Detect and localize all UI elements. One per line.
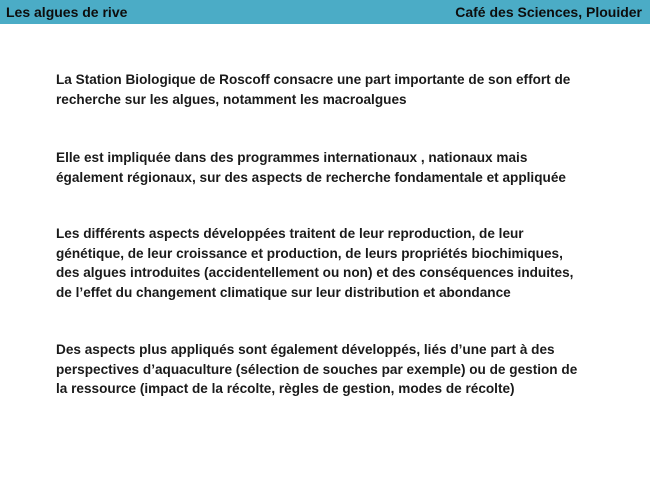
paragraph-programs (56, 148, 616, 187)
paragraph-roscoff-station (56, 70, 616, 109)
paragraph-line: la ressource (impact de la récolte, règles de gestion, modes de récolte) (56, 381, 515, 396)
paragraph-line: recherche sur les algues, notamment les macroalgues (56, 91, 407, 107)
slide-body (56, 70, 616, 399)
paragraph-line: La Station Biologique de Roscoff consacre une part importante de son effort de (56, 72, 571, 87)
paragraph-applied-aspects (56, 340, 616, 399)
header-bar (0, 0, 650, 24)
paragraph-line: Elle est impliquée dans des programmes internationaux , nationaux mais (56, 150, 528, 165)
paragraph-line: Des aspects plus appliqués sont également développés, liés d’une part à des (56, 342, 555, 357)
paragraph-line: perspectives d’aquaculture (sélection de souches par exemple) ou de gestion de (56, 361, 578, 377)
header-title-right: Café des Sciences, Plouider (455, 4, 642, 20)
paragraph-line: des algues introduites (accidentellement ou non) et des conséquences induites, (56, 265, 574, 280)
paragraph-line: de l’effet du changement climatique sur leur distribution et abondance (56, 284, 511, 300)
paragraph-line: génétique, de leur croissance et production, de leurs propriétés biochimiques, (56, 245, 563, 261)
header-title-left: Les algues de rive (6, 4, 128, 20)
paragraph-research-aspects (56, 224, 616, 302)
paragraph-line: également régionaux, sur des aspects de recherche fondamentale et appliquée (56, 169, 566, 185)
paragraph-line: Les différents aspects développées traitent de leur reproduction, de leur (56, 226, 524, 241)
